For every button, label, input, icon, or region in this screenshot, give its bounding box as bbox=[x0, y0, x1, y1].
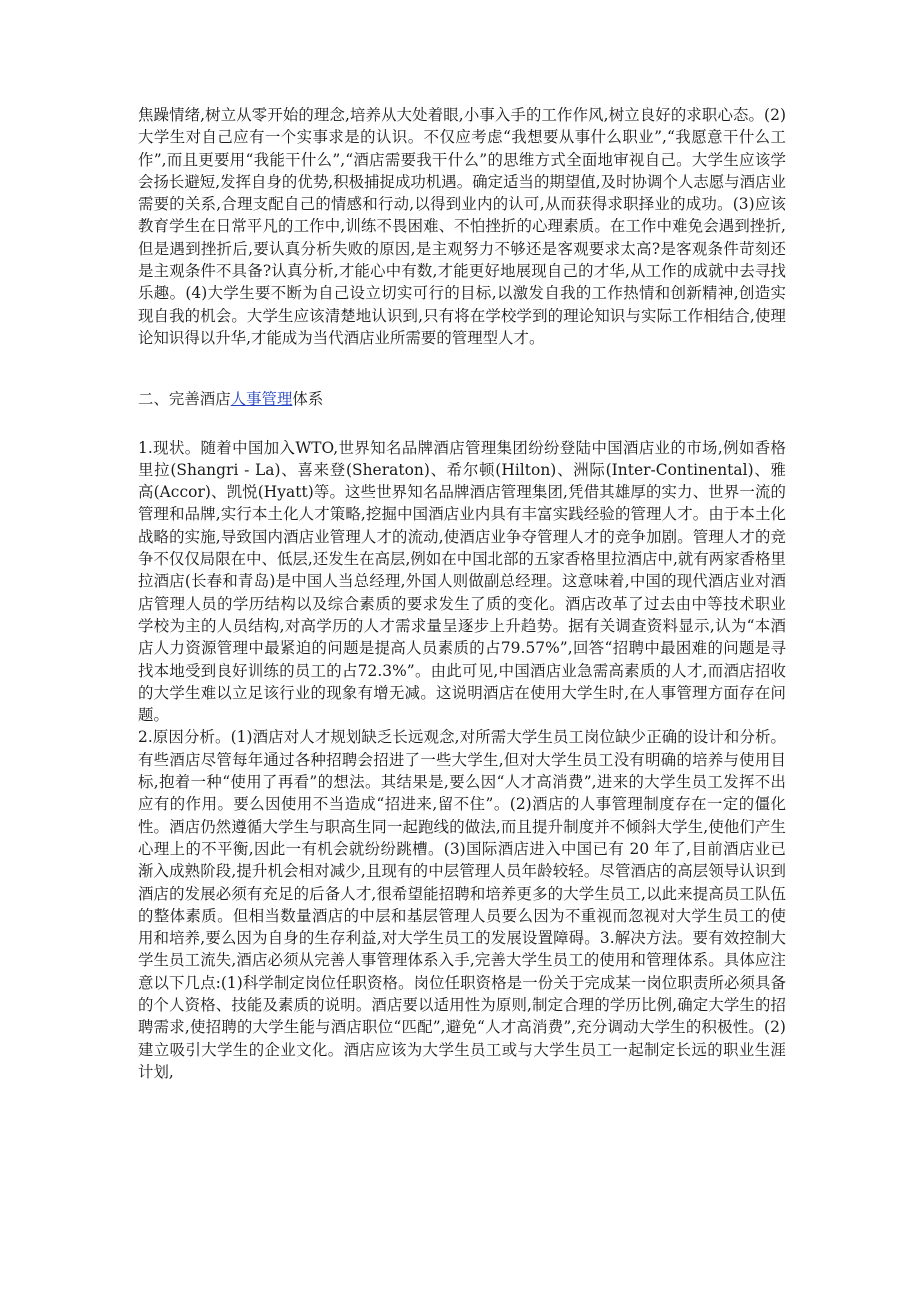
paragraph-job-attitude: 焦躁情绪,树立从零开始的理念,培养从大处着眼,小事入手的工作作风,树立良好的求职心态。(2)大学生对自己应有一个实事求是的认识。不仅应考虑“我想要从事什么职业”,“我愿意干什么工作”,而且更要用“我能干什么”,“酒店需要我干什么”的思维方式全面地审视自己。大学生应该学会扬长避短,发挥自身的优势,积极捕捉成功机遇。确定适当的期望值,及时协调个人志愿与酒店业需要的关系,合理支配自己的情感和行动,以得到业内的认可,从而获得求职择业的成功。(3)应该教育学生在日常平凡的工作中,训练不畏困难、不怕挫折的心理素质。在工作中难免会遇到挫折,但是遇到挫折后,要认真分析失败的原因,是主观努力不够还是客观要求太高?是客观条件苛刻还是主观条件不具备?认真分析,才能心中有数,才能更好地展现自己的才华,从工作的成就中去寻找乐趣。(4)大学生要不断为自己设立切实可行的目标,以激发自我的工作热情和创新精神,创造实现自我的机会。大学生应该清楚地认识到,只有将在学校学到的理论知识与实际工作相结合,使理论知识得以升华,才能成为当代酒店业所需要的管理型人才。 bbox=[138, 106, 786, 347]
paragraph-current-situation: 1.现状。随着中国加入WTO,世界知名品牌酒店管理集团纷纷登陆中国酒店业的市场,例如香格里拉(Shangri - La)、喜来登(Sheraton)、希尔顿(Hilton)、洲际(Inter-Continental)、雅高(Accor)、凯悦(Hyatt)等。这些世界知名品牌酒店管理集团,凭借其雄厚的实力、世界一流的管理和品牌,实行本土化人才策略,挖掘中国酒店业内具有丰富实践经验的管理人才。由于本土化战略的实施,导致国内酒店业管理人才的流动,使酒店业争夺管理人才的竞争加剧。管理人才的竞争不仅仅局限在中、低层,还发生在高层,例如在中国北部的五家香格里拉酒店中,就有两家香格里拉酒店(长春和青岛)是中国人当总经理,外国人则做副总经理。这意味着,中国的现代酒店业对酒店管理人员的学历结构以及综合素质的要求发生了质的变化。酒店改革了过去由中等技术职业学校为主的人员结构,对高学历的人才需求量呈逐步上升趋势。据有关调查资料显示,认为“本酒店人力资源管理中最紧迫的问题是提高人员素质的占79.57%”,回答“招聘中最困难的问题是寻找本地受到良好训练的员工的占72.3%”。由此可见,中国酒店业急需高素质的人才,而酒店招收的大学生难以立足该行业的现象有增无减。这说明酒店在使用大学生时,在人事管理方面存在问题。 bbox=[138, 438, 786, 725]
hr-management-link[interactable]: 人事管理 bbox=[230, 390, 293, 409]
document-page bbox=[138, 104, 786, 1083]
section-heading bbox=[138, 388, 786, 410]
heading-prefix: 二、完善酒店 bbox=[138, 390, 231, 409]
paragraph-cause-analysis: 2.原因分析。(1)酒店对人才规划缺乏长远观念,对所需大学生员工岗位缺少正确的设计和分析。有些酒店尽管每年通过各种招聘会招进了一些大学生,但对大学生员工没有明确的培养与使用目标,抱着一种“使用了再看”的想法。其结果是,要么因“人才高消费”,进来的大学生员工发挥不出应有的作用。要么因使用不当造成“招进来,留不住”。(2)酒店的人事管理制度存在一定的僵化性。酒店仍然遵循大学生与职高生同一起跑线的做法,而且提升制度并不倾斜大学生,使他们产生心理上的不平衡,因此一有机会就纷纷跳槽。(3)国际酒店进入中国已有 20 年了,目前酒店业已渐入成熟阶段,提升机会相对减少,且现有的中层管理人员年龄较轻。尽管酒店的高层领导认识到酒店的发展必须有充足的后备人才,很希望能招聘和培养更多的大学生员工,以此来提高员工队伍的整体素质。但相当数量酒店的中层和基层管理人员要么因为不重视而忽视对大学生员工的使用和培养,要么因为自身的生存利益,对大学生员工的发展设置障碍。3.解决方法。要有效控制大学生员工流失,酒店必须从完善人事管理体系入手,完善大学生员工的使用和管理体系。具体应注意以下几点:(1)科学制定岗位任职资格。岗位任职资格是一份关于完成某一岗位职责所必须具备的个人资格、技能及素质的说明。酒店要以适用性为原则,制定合理的学历比例,确定大学生的招聘需求,使招聘的大学生能与酒店职位“匹配”,避免“人才高消费”,充分调动大学生的积极性。(2)建立吸引大学生的企业文化。酒店应该为大学生员工或与大学生员工一起制定长远的职业生涯计划, bbox=[138, 728, 786, 1081]
heading-suffix: 体系 bbox=[292, 390, 324, 409]
